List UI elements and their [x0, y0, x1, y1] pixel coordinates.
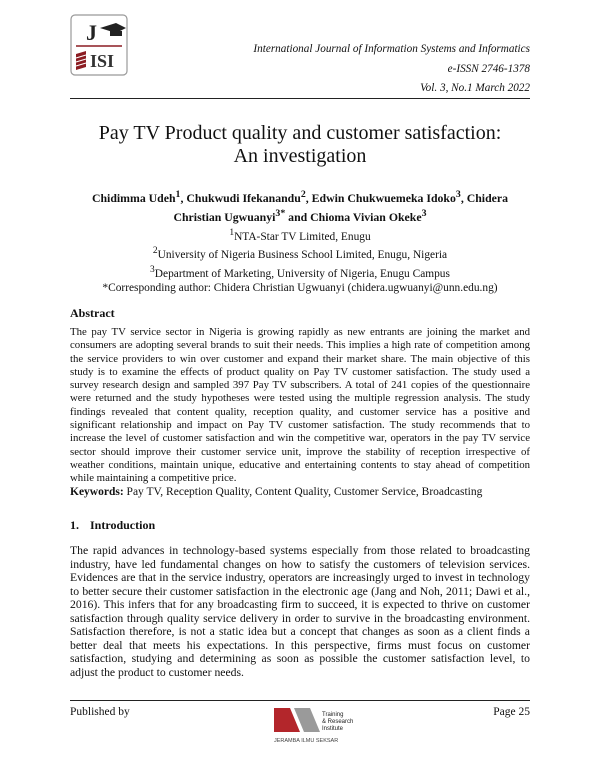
intro-heading: [70, 518, 155, 533]
header-rule: [70, 98, 530, 99]
publisher-logo: [270, 704, 354, 748]
journal-issn: e-ISSN 2746-1378: [447, 63, 530, 75]
keywords: [70, 486, 530, 498]
intro-number: 1.: [70, 518, 79, 532]
intro-text: The rapid advances in technology-based systems especially from those related to broadcasting industry, have led fundamental changes on how to satisfy the customers of television services. Evidences are that in the service industry, operators are increasingly urged to invest in technology to better secure their customer satisfaction in the electronic age (Jang and Noh, 2011; Dawi et al., 2016). This infers that for any broadcasting firm to succeed, it is expected to thrive on customer satisfaction through quality service delivery in order to survive in the broadcasting environment. Satisfaction therefore, is not a static idea but a concept that changes as soon as a client finds a better deal that meets his expectations. In this perspective, firms must focus on customer satisfaction, studying and determining as soon as possible the customer satisfaction level, to adjust the product to customer needs.: [70, 544, 530, 679]
page-number: Page 25: [493, 706, 530, 718]
journal-logo: [70, 14, 128, 76]
logo-letter-j: J: [86, 20, 97, 45]
author: Edwin Chukwuemeka Idoko$^3$,: [311, 189, 467, 205]
intro-title: Introduction: [90, 518, 156, 532]
author-list: [70, 187, 530, 225]
paper-title-line1: Pay TV Product quality and customer satisfaction:: [98, 122, 502, 144]
author: Chidimma Udeh$^1$,: [91, 189, 187, 205]
abstract-heading: Abstract: [70, 306, 115, 320]
author: Chidera Christian Ugwuanyi$^{3*}$ and: [173, 190, 509, 224]
footer-rule: [70, 700, 530, 701]
svg-text:& Research: & Research: [322, 719, 354, 725]
keywords-text: Pay TV, Reception Quality, Content Quality, Customer Service, Broadcasting: [123, 486, 483, 498]
paper-title: [60, 122, 540, 168]
affiliation: $^2$University of Nigeria Business School Limited, Enugu, Nigeria: [152, 246, 448, 262]
logo-letters-isi: ISI: [90, 51, 115, 71]
journal-title: International Journal of Information Systems and Informatics: [253, 43, 530, 55]
author: Chioma Vivian Okeke$^3$: [310, 207, 427, 224]
paper-title-line2: An investigation: [233, 145, 367, 167]
affiliation: $^3$Department of Marketing, University of Nigeria, Enugu Campus: [150, 264, 450, 280]
affiliation: $^1$NTA-Star TV Limited, Enugu: [229, 228, 371, 243]
affiliation-list: [70, 226, 530, 296]
svg-text:JERAMBA ILMU SEKSAR: JERAMBA ILMU SEKSAR: [274, 738, 339, 744]
published-by: Published by: [70, 706, 130, 718]
author: Chukwudi Ifekanandu$^2$,: [186, 189, 312, 205]
abstract-text: The pay TV service sector in Nigeria is growing rapidly as new entrants are joining the market and consumers are adopting several brands to suit their needs. This implies a high rate of competition among the service providers to win over customer and expand their market share. The main objective of this study is to examine the effects of product quality on Pay TV customer satisfaction. The study used a survey research design and sampled 397 Pay TV subscribers. A total of 241 copies of the questionnaire were returned and the study hypotheses were tested using the multiple regression analysis. The study findings revealed that content quality, reception quality, and customer service has a positive and significant relationship and impact on Pay TV customer satisfaction. The study recommends that to increase the level of customer satisfaction and win the competitive war, operators in the pay TV service sector should improve their customer service unit, improve the stability of reception irrespective of weather conditions, maintain unique, educative and entertaining contents to stay ahead of competition while maintaining a competitive price.: [70, 326, 530, 485]
keywords-label: Keywords:: [70, 486, 124, 498]
svg-text:Institute: Institute: [322, 726, 344, 732]
svg-text:Training: Training: [322, 712, 344, 718]
journal-volume: Vol. 3, No.1 March 2022: [420, 82, 530, 94]
corresponding-author: *Corresponding author: Chidera Christian Ugwuanyi (chidera.ugwuanyi@unn.edu.ng): [102, 282, 498, 295]
